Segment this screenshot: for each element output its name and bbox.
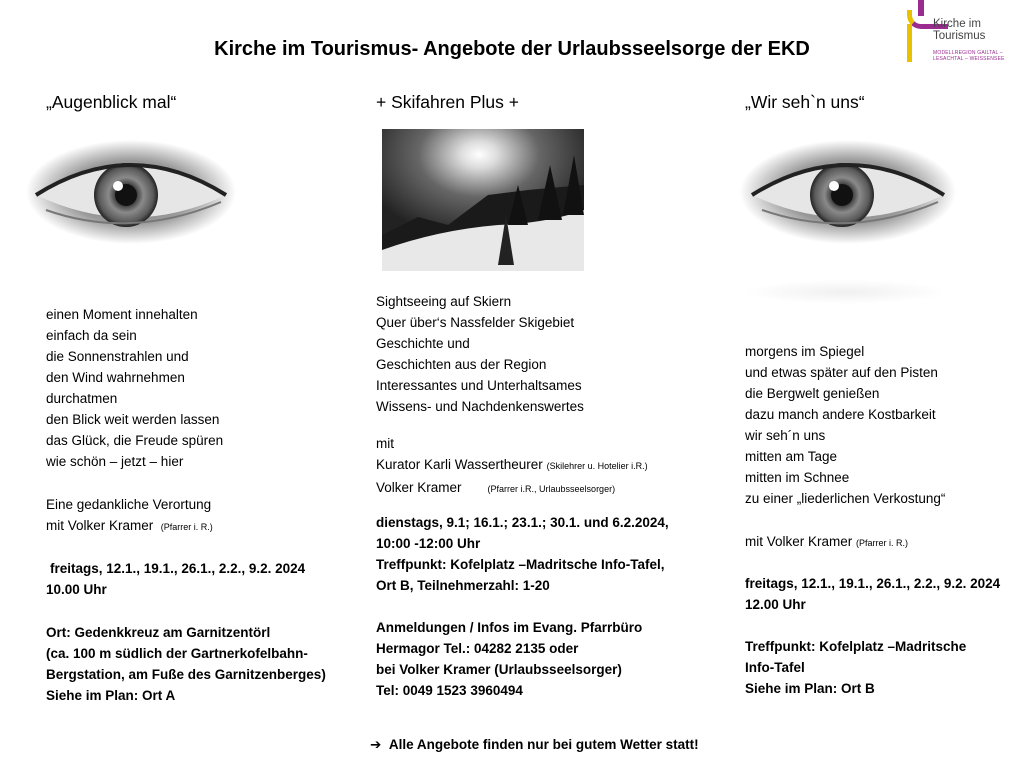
eye-image-left [26, 140, 236, 245]
col3-place: Treffpunkt: Kofelplatz –Madritsche Info-Tafel Siehe im Plan: Ort B [745, 639, 967, 696]
col3-heading: „Wir seh`n uns“ [745, 92, 865, 112]
col2-persons: mit Kurator Karli Wassertheurer (Skilehrer u. Hotelier i.R.) Volker Kramer (Pfarrer i.R., Urlaubsseelsorger) [376, 436, 648, 495]
col3-body: morgens im Spiegel und etwas später auf den Pisten die Bergwelt genießen dazu manch andere Kostbarkeit wir seh´n uns mitten am Tage mitten im Schnee zu einer „liederlichen Verkostung“ [745, 344, 946, 506]
col1-heading: „Augenblick mal“ [46, 92, 177, 112]
col2-heading: + Skifahren Plus + [376, 92, 519, 112]
ski-landscape-photo [378, 125, 588, 275]
page-title: Kirche im Tourismus- Angebote der Urlaubsseelsorge der EKD [214, 38, 810, 60]
kirche-im-tourismus-logo: Kirche im Tourismus MODELLREGION GAILTAL – LESACHTAL – WEISSENSEE [900, 0, 1010, 70]
col2-contact: Anmeldungen / Infos im Evang. Pfarrbüro Hermagor Tel.: 04282 2135 oder bei Volker Kramer (Urlaubsseelsorger) Tel: 0049 1523 3960494 [376, 620, 643, 698]
col3-dates: freitags, 12.1., 19.1., 26.1., 2.2., 9.2. 2024 12.00 Uhr [745, 576, 1001, 612]
col2-body: Sightseeing auf Skiern Quer über‘s Nassfelder Skigebiet Geschichte und Geschichten aus der Region Interessantes und Unterhaltsames Wissens- und Nachdenkenswertes [376, 294, 584, 414]
eye-image-right [738, 140, 958, 310]
arrow-right-icon: ➔ [370, 737, 382, 752]
footer-text: Alle Angebote finden nur bei gutem Wetter statt! [388, 737, 699, 752]
col1-verortung: Eine gedankliche Verortung mit Volker Kramer (Pfarrer i. R.) [46, 497, 213, 533]
col1-place: Ort: Gedenkkreuz am Garnitzentörl (ca. 100 m südlich der Gartnerkofelbahn- Bergstation, am Fuße des Garnitzenberges) Siehe im Plan: Ort A [46, 625, 326, 703]
col1-dates: freitags, 12.1., 19.1., 26.1., 2.2., 9.2. 2024 10.00 Uhr [46, 561, 306, 597]
col1-body: einen Moment innehalten einfach da sein die Sonnenstrahlen und den Wind wahrnehmen durchatmen den Blick weit werden lassen das Glück, die Freude spüren wie schön – jetzt – hier [46, 307, 224, 469]
col2-details: dienstags, 9.1; 16.1.; 23.1.; 30.1. und 6.2.2024, 10:00 -12:00 Uhr Treffpunkt: Kofelplatz –Madritsche Info-Tafel, Ort B, Teilnehmerzahl: 1-20 [376, 515, 669, 593]
col3-mit: mit Volker Kramer (Pfarrer i. R.) [745, 534, 909, 549]
footer-note [370, 737, 699, 753]
